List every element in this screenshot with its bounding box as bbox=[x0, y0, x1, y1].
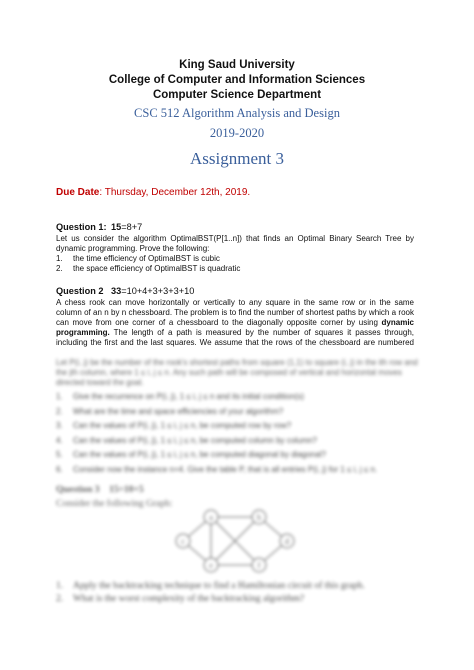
question-3-list bbox=[56, 580, 365, 606]
question-2-heading bbox=[56, 286, 195, 296]
assignment-title: Assignment 3 bbox=[190, 149, 284, 168]
list-item: 1. Apply the backtracking technique to find a Hamiltonian circuit of this graph. bbox=[56, 581, 365, 591]
due-date-value: : Thursday, December 12th, 2019. bbox=[99, 187, 251, 198]
list-item: 1. the time efficiency of OptimalBST is cubic bbox=[56, 254, 220, 263]
question-1-heading bbox=[56, 222, 143, 232]
question-2-label: Question 2 bbox=[56, 286, 104, 296]
question-2-list bbox=[56, 390, 377, 477]
graph-node-label: e bbox=[209, 561, 213, 570]
list-item: 4. Can the values of P(i, j), 1 ≤ i, j ≤ n, be computed column by column? bbox=[56, 435, 318, 445]
question-3-heading: Question 3 15=10+5 bbox=[56, 485, 144, 495]
question-2-text: A chess rook can move horizontally or vertically to any square in the same row or in the same column of an n by n chessboard. The problem is to find the number of shortest paths by which a rook can move from one corner of a chessboard to the diagonally opposite corner by using dynamic programming. The length of a path is measured by the number of squares it passes through, including the first and the last squares. We assume that the rows of the chessboard are numbered bbox=[56, 298, 414, 347]
list-item: 2. What is the worst complexity of the backtracking algorithm? bbox=[56, 594, 305, 604]
graph-node-label: a bbox=[209, 513, 213, 522]
college-name: College of Computer and Information Sciences bbox=[108, 74, 366, 86]
question-3-graph bbox=[165, 505, 305, 575]
list-item: 6. Consider now the instance n=4. Give the table P, that is all entries P(i, j) for 1 ≤ i, j ≤ n. bbox=[56, 464, 378, 474]
due-date bbox=[56, 187, 250, 198]
list-item: 3. Can the values of P(i, j), 1 ≤ i, j ≤ n, be computed row by row? bbox=[56, 421, 292, 430]
question-2-text-continued: Let P(i, j) be the number of the rook's shortest paths from square (1,1) to square (i, j) in the ith row and the jth column, where 1 ≤ i, j ≤ n. Any such path will be composed of vertical and horizontal moves directed toward the goal. bbox=[56, 358, 418, 387]
course-title: CSC 512 Algorithm Analysis and Design bbox=[134, 106, 340, 120]
academic-year: 2019-2020 bbox=[209, 126, 265, 140]
list-item: 2. the space efficiency of OptimalBST is quadratic bbox=[56, 264, 241, 273]
department-name: Computer Science Department bbox=[152, 89, 322, 101]
list-item: 2. What are the time and space efficiencies of your algorithm? bbox=[56, 406, 284, 416]
question-1-points: 15=8+7 bbox=[111, 222, 143, 232]
graph-node-label: f bbox=[257, 561, 261, 570]
list-item: 5. Can the values of P(i, j), 1 ≤ i, j ≤ n, be computed diagonal by diagonal? bbox=[56, 450, 326, 459]
graph-node-label: c bbox=[181, 537, 185, 546]
question-1-list bbox=[56, 254, 240, 274]
university-name: King Saud University bbox=[179, 59, 295, 71]
question-1-text: Let us consider the algorithm OptimalBST(P[1..n]) that finds an Optimal Binary Search Tree by dynamic programming. Prove the following: bbox=[56, 234, 414, 253]
list-item: 1. Give the recurrence on P(i, j), 1 ≤ i, j ≤ n and its initial condition(s) bbox=[56, 392, 305, 401]
graph-node-label: d bbox=[285, 537, 289, 546]
graph-node-label: b bbox=[257, 513, 261, 522]
question-1-label: Question 1: bbox=[56, 222, 107, 232]
question-3-intro: Consider the following Graph: bbox=[56, 499, 173, 509]
question-2-points: 33=10+4+3+3+3+10 bbox=[111, 286, 195, 296]
due-date-label: Due Date bbox=[56, 187, 100, 198]
